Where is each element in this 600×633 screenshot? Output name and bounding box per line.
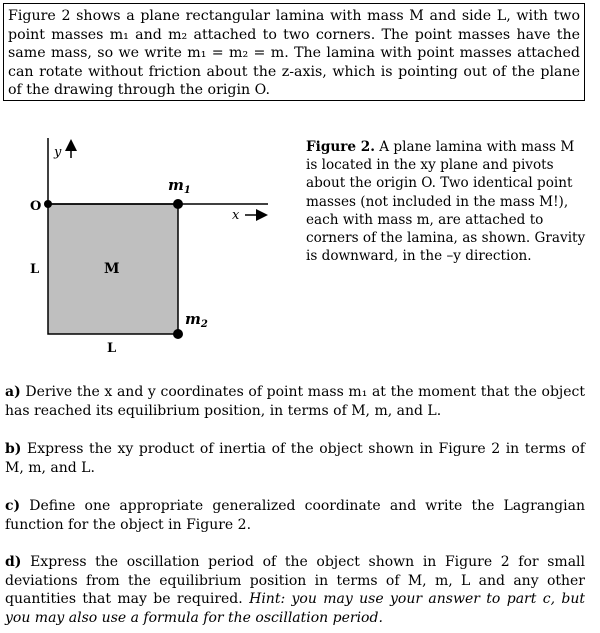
side-label-left: L	[30, 262, 40, 277]
question-d	[5, 553, 585, 627]
m2-point-mass	[173, 329, 183, 339]
intro-paragraph	[3, 3, 585, 101]
side-label-bottom: L	[107, 341, 117, 355]
figure-2-diagram	[0, 130, 300, 355]
mass-label: M	[104, 261, 120, 277]
m2-letter: m	[185, 310, 201, 328]
question-b-text: Express the xy product of inertia of the object shown in Figure 2 in terms of M, m, and L.	[5, 441, 585, 476]
question-d-label: d)	[5, 554, 22, 570]
question-d-hint: Hint: you may use your answer to part c, but you may also use a formula for the oscillation period.	[5, 591, 585, 626]
m2-sub: 2	[200, 319, 208, 330]
question-c-text: Define one appropriate generalized coordinate and write the Lagrangian function for the object in Figure 2.	[5, 498, 585, 533]
caption-title: Figure 2.	[306, 139, 375, 155]
question-c-label: c)	[5, 498, 21, 514]
m1-letter: m	[168, 176, 184, 194]
y-axis-label: y	[54, 145, 62, 160]
question-a-label: a)	[5, 384, 21, 400]
m1-label	[168, 176, 191, 196]
origin-label: O	[30, 199, 42, 214]
question-a	[5, 383, 585, 420]
m1-sub: 1	[183, 185, 191, 196]
question-c	[5, 497, 585, 534]
m1-point-mass	[173, 199, 183, 209]
m2-label	[185, 310, 208, 330]
question-b-label: b)	[5, 441, 22, 457]
figure-caption	[306, 138, 586, 265]
x-axis-label: x	[232, 208, 240, 223]
question-b	[5, 440, 585, 477]
question-a-text: Derive the x and y coordinates of point mass m₁ at the moment that the object has reached its equilibrium position, in terms of M, m, and L.	[5, 384, 585, 419]
question-d-text: Express the oscillation period of the object shown in Figure 2 for small deviations from the equilibrium position in terms of M, m, L and any other quantities that may be required.	[5, 554, 586, 607]
intro-text: Figure 2 shows a plane rectangular lamina with mass M and side L, with two point masses m₁ and m₂ attached to two corners. The point masses have the same mass, so we write m₁ = m₂ = m. The lamina with point masses attached can rotate without friction about the z-axis, which is pointing out of the plane of the drawing through the origin O.	[8, 8, 580, 99]
caption-text: A plane lamina with mass M is located in the xy plane and pivots about the origin O. Two identical point masses (not included in the mass M!), each with mass m, are attached to corners of the lamina, as shown. Gravity is downward, in the –y direction.	[306, 139, 586, 265]
origin-dot	[44, 200, 52, 208]
